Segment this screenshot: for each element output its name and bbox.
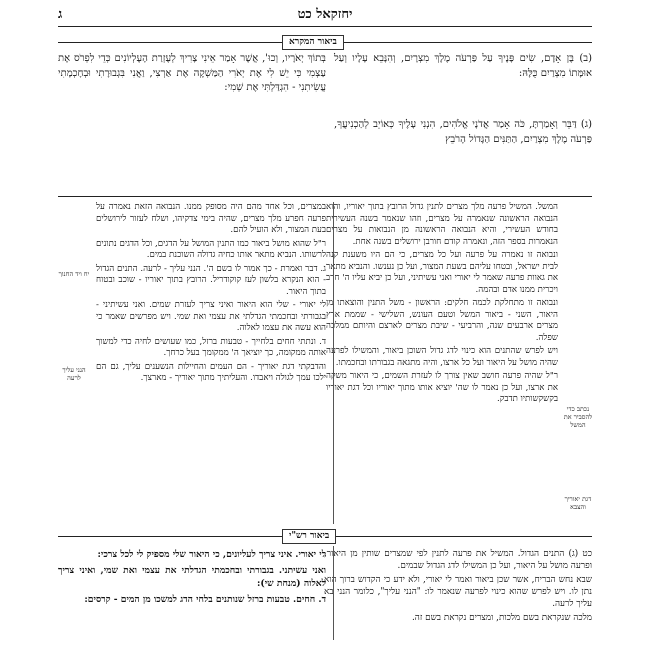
running-title: יחזקאל כט: [297, 7, 353, 22]
verse-2: (ב) בֶּן אָדָם, שִׂים פָּנֶיךָ עַל פַּרְעֹה מֶלֶךְ מִצְרָיִם, וְהִנָּבֵא עָלָיו וְעַל אוּמָּתוֹ מִצְרַיִם כֻּלָּהּ:: [334, 53, 592, 79]
rashi-right-para: כט (ג) התנים הגדול. המשיל את פרעה לתנין לפי שמצרים שותין מן היאור, ופרעה מושל על היאור, ועל כן המשילו לדג הגדול שבמים.: [324, 549, 592, 571]
rashi-left-para: לי יאורי. איני צריך לעליונים, כי היאור שלי מספיק לי לכל צרכי:: [97, 549, 326, 560]
header-rule: [58, 26, 592, 27]
commentary-top-rule: [58, 196, 592, 197]
rashi-right-para: מלכה שנקראת בשם מלכות, ומצרים נקראת בשם זה.: [411, 613, 592, 623]
column-divider: [333, 202, 334, 524]
commentary-right-para: ונבואה זו נאמרה על פרעה ועל כל מצרים, כי הם היו משענת קנה לבית ישראל, ובטחו עליהם בשעת המצור, ועל כן נענשו. והנביא מתאר את גאוות פרעה שאמר לי יאורי ואני עשיתיני, ועל כן יביא עליו ה' חרב ויכרית ממנו אדם ובהמה.: [326, 250, 558, 295]
label-biur-hamikra: ביאור המקרא: [282, 35, 344, 50]
commentary-left-para: ד. ונתתי חחים בלחייך - טבעות ברזל, כמו שעושים לחיה כדי למשוך אותה ממקומה, כך יוציאך ה' ממקומך בעל כרחך.: [96, 336, 326, 358]
rashi-left-para: ד. חחים. טבעות ברזל שנותנים בלחי הדג למשכו מן המים - קרסים:: [84, 593, 326, 605]
side-note: דגת יאוריך והצבא: [564, 495, 592, 511]
label-biur-rashi: ביאור רש"י: [282, 529, 336, 544]
verse-3-cont: בְּתוֹךְ יְאֹרָיו, וְכוּ', אֲשֶׁר אָמַר אֵינִי צָרִיךְ לְעֶזְרַת הָעֶלְיוֹנִים כְּדֵי לִפְרֹס אֶת עַצְמִי כִּי יֵשׁ לִי אֶת יְאֹרִי הַמַּשְׁקֶה אֶת אַרְצִי, וַאֲנִי בִּגְבוּרָתִי וּבְחָכְמָתִי עֲשִׂיתִנִי - הִגְדַּלְתִּי אֶת שְׁמִי:: [58, 53, 326, 93]
commentary-left-para: במצרים, וכל אחד מהם היה מסופק ממנו. הנבואה הזאת נאמרה על פרעה חפרע מלך מצרים, שהיה בימי צדקיהו, ושלח לעזור לירושלים בעת המצור, ולא הועיל להם.: [96, 202, 326, 235]
rashi-column-divider: [333, 546, 334, 640]
commentary-right-column: [326, 202, 558, 524]
commentary-left-column: [96, 202, 326, 524]
rashi-left-column: [58, 548, 326, 640]
commentary-left-para: לי יאורי - שלי הוא היאור ואיני צריך לעזרת שמים. ואני עשיתיני - בגבורתי ובחכמתי הגדלתי את עצמי ואת שמי. ויש מפרשים שאמר כי הוא עשה את עצמו לאלוה.: [96, 300, 326, 333]
commentary-right-para: ר"ל שהיה פרעה חושב שאין צורך לו לעזרת השמים, כי היאור משקה את ארצו, ועל כן נאמר לו שה' יוציא אותו מתוך יאוריו וכל דגת יאוריו בקשקשותיו תדבק.: [326, 371, 558, 404]
running-head: [58, 6, 592, 24]
rashi-right-para: שבא נחש הבריח, אשר שכן ביאור ואמר לי יאורי, ולא ידע כי הקדוש ברוך הוא נתן לו. ויש לפרש שהוא כינוי לפרעה שנאמר לו: "הנני עליך", כלומר הנני בא עליך לרעה.: [324, 575, 592, 609]
commentary-right-para: ויש לפרש שהתנים הוא כינוי לדג גדול השוכן ביאור, והמשילו לפרעה שהיה מושל על היאור ועל כל ארצו, והיה מתגאה בגבורתו ובחכמתו.: [326, 346, 558, 368]
side-note: נכתב כדי להסביר את המשל: [563, 405, 593, 429]
commentary-left-para: והדבקתי דגת יאוריך - הם העמים והחיילות הנשענים עליך, גם הם ילכו עמך לגולה ויאבדו. והעליתיך מתוך יאוריך - מארצך.: [96, 361, 326, 383]
commentary-right-para: ונבואה זו מתחלקת לכמה חלקים: הראשון - משל התנין והוצאתו מן היאור, השני - ביאור המשל וטעם העונש, השלישי - שממת ארץ מצרים ארבעים שנה, והרביעי - שיבת מצרים לארצם והיותם ממלכה שפלה.: [326, 298, 558, 343]
rashi-left-para: ואני עשיתני. בגבורתי ובחכמתי הגדלתי את עצמי ואת שמי, ואיני צריך לאלוה (מנחת שי):: [58, 564, 326, 589]
commentary-left-para: ג. דבר ואמרת - כך אמור לו בשם ה'. הנני עליך - לרעה. התנים הגדול - הוא הנקרא בלשון לעז קוקודריל. הרובץ בתוך יאוריו - שוכב ובטוח בתוך היאור.: [96, 263, 326, 297]
commentary-left-para: ר"ל שהוא מושל ביאור כמו התנין המושל על הדגים, וכל הדגים נתונים לרשותו. הנביא מתאר אותו כחיה גדולה השוכנת במים.: [96, 238, 326, 260]
page-letter: ג: [58, 7, 63, 22]
side-note: יח ויד החנוך: [58, 270, 90, 278]
side-note: הנני עליך לרעה: [62, 366, 86, 382]
commentary-right-para: המשל. המשיל פרעה מלך מצרים לתנין גדול הרובץ בתוך יאוריו, והוא הנבואה הראשונה שנאמרה על מצרים, וזהו שנאמר בשנה העשירית בחודש העשירי, והיא הנבואה הראשונה מן הנבואות על מצרים הנאמרות בספר הזה, ונאמרה קודם חורבן ירושלים בשנה אחת.: [326, 202, 558, 247]
rashi-right-column: [324, 548, 592, 640]
verse-3: (ג) דַּבֵּר וְאָמַרְתָּ, כֹּה אָמַר אֲדֹנָי אֱלֹהִים, הִנְנִי עָלֶיךָ כְּאוֹיֵב לְהַכְנִיעֲךָ, פַּרְעֹה מֶלֶךְ מִצְרַיִם, הַתַּנִּים הַגָּדוֹל הָרֹבֵץ: [334, 119, 592, 145]
